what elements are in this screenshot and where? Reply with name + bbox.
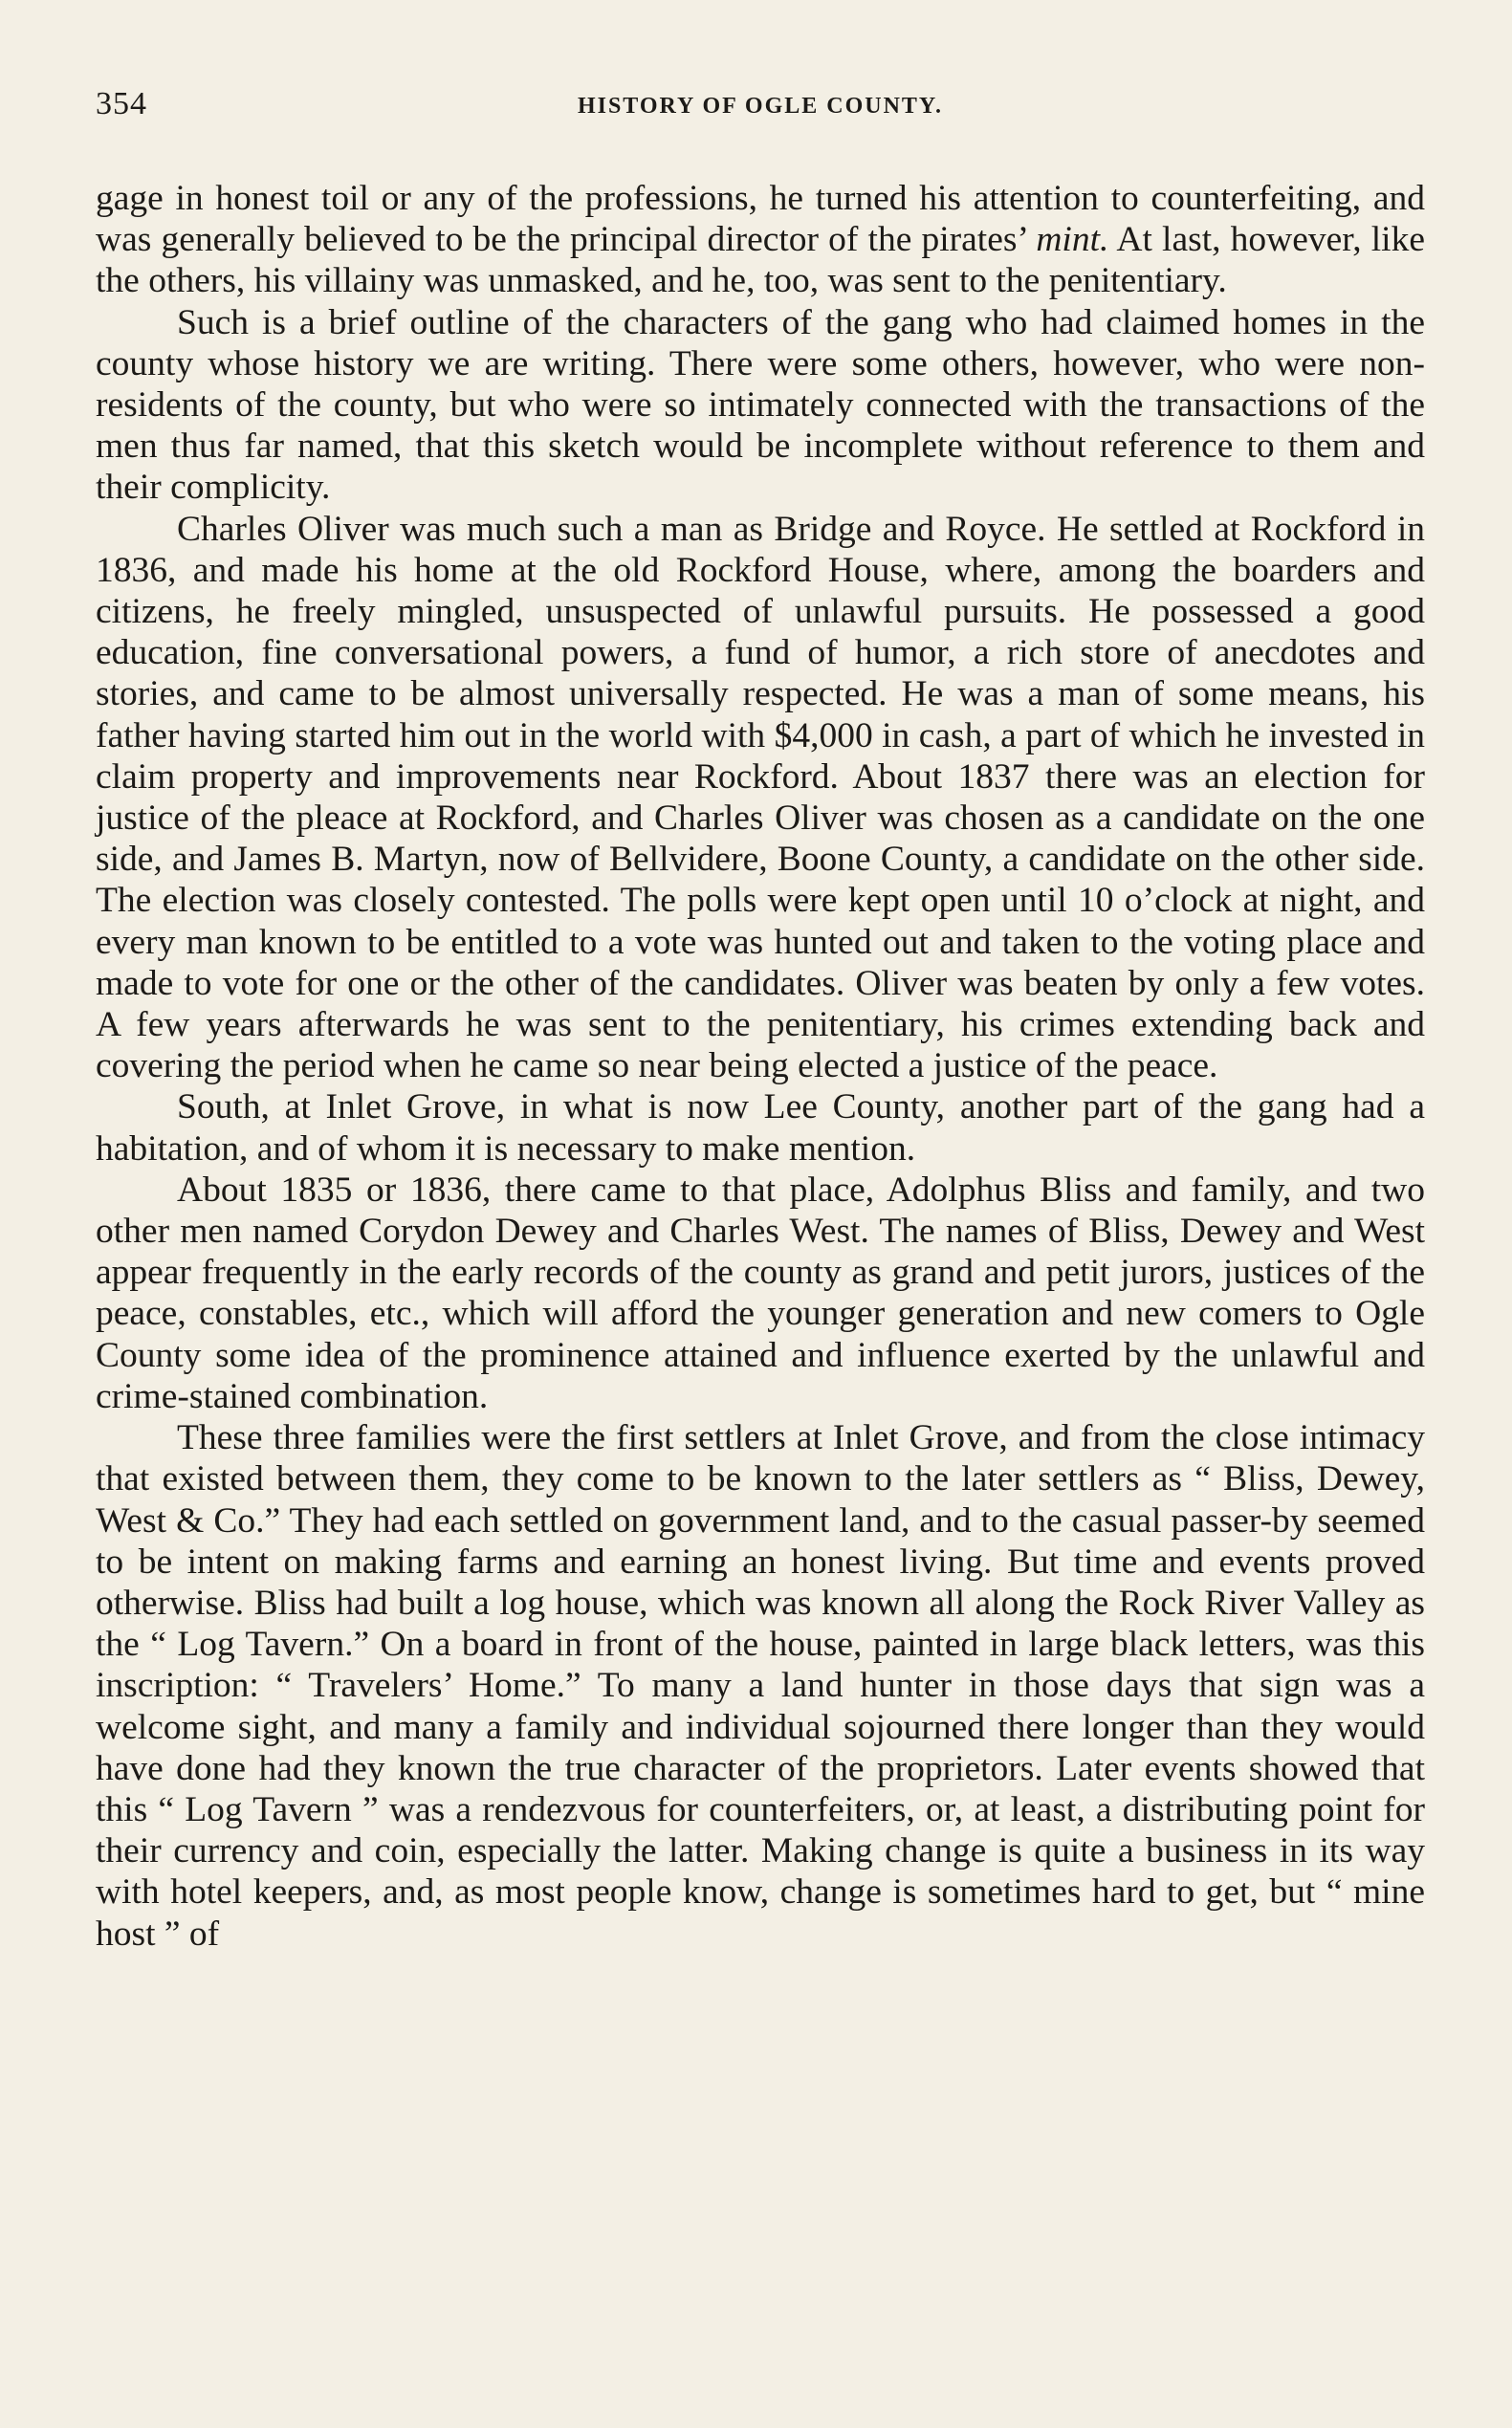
text-run: At last, however, like the others, his villainy was unmasked, and he, too, was sent to the penitentiary. (96, 220, 1425, 301)
paragraph (96, 1086, 1425, 1169)
paragraph (96, 1170, 1425, 1417)
page-number: 354 (96, 86, 147, 121)
text-run: About 1835 or 1836, there came to that place, Adolphus Bliss and family, and two other men named Corydon Dewey and Charles West. The names of Bliss, Dewey and West appear frequently in the early records of the county as grand and petit jurors, justices of the peace, constables, etc., which will afford the younger generation and new comers to Ogle County some idea of the prominence attained and influence exerted by the unlawful and crime-stained combination. (96, 1170, 1425, 1416)
paragraph (96, 509, 1425, 1087)
paragraph (96, 302, 1425, 509)
text-run: gage in honest toil or any of the professions, he turned his attention to counterfeiting, and was generally believed to be the principal director of the pirates’ (96, 179, 1425, 260)
body-text (96, 178, 1425, 1955)
book-page (96, 86, 1425, 1955)
text-run: Such is a brief outline of the characters of the gang who had claimed homes in the county whose history we are writing. There were some others, however, who were non-residents of the county, but who were so intimately connected with the transactions of the men thus far named, that this sketch would be incomplete without reference to them and their complicity. (96, 302, 1425, 508)
running-head (96, 86, 1425, 130)
paragraph (96, 1417, 1425, 1955)
text-run: Charles Oliver was much such a man as Bridge and Royce. He settled at Rockford in 1836, and made his home at the old Rockford House, where, among the boarders and citizens, he freely mingled, unsuspected of unlawful pursuits. He possessed a good education, fine conversational powers, a fund of humor, a rich store of anecdotes and stories, and came to be almost universally respected. He was a man of some means, his father having started him out in the world with $4,000 in cash, a part of which he invested in claim property and improvements near Rockford. About 1837 there was an election for justice of the pleace at Rockford, and Charles Oliver was chosen as a candidate on the one side, and James B. Martyn, now of Bellvidere, Boone County, a candidate on the other side. The election was closely contested. The polls were kept open until 10 o’clock at night, and every man known to be entitled to a vote was hunted out and taken to the voting place and made to vote for one or the other of the candidates. Oliver was beaten by only a few votes. A few years afterwards he was sent to the penitentiary, his crimes extending back and covering the period when he came so near being elected a justice of the peace. (96, 509, 1425, 1086)
paragraph (96, 178, 1425, 302)
italic-text: mint. (1036, 220, 1109, 260)
running-title: HISTORY OF OGLE COUNTY. (577, 94, 944, 119)
text-run: South, at Inlet Grove, in what is now Lee County, another part of the gang had a habitation, and of whom it is necessary to make mention. (96, 1087, 1425, 1169)
text-run: These three families were the first settlers at Inlet Grove, and from the close intimacy that existed between them, they come to be known to the later settlers as “ Bliss, Dewey, West & Co.” They had each settled on government land, and to the casual passer-by seemed to be intent on making farms and earning an honest living. But time and events proved otherwise. Bliss had built a log house, which was known all along the Rock River Valley as the “ Log Tavern.” On a board in front of the house, painted in large black letters, was this inscription: “ Travelers’ Home.” To many a land hunter in those days that sign was a welcome sight, and many a family and individual sojourned there longer than they would have done had they known the true character of the proprietors. Later events showed that this “ Log Tavern ” was a rendezvous for counterfeiters, or, at least, a distributing point for their currency and coin, especially the latter. Making change is quite a business in its way with hotel keepers, and, as most people know, change is sometimes hard to get, but “ mine host ” of (96, 1418, 1425, 1954)
